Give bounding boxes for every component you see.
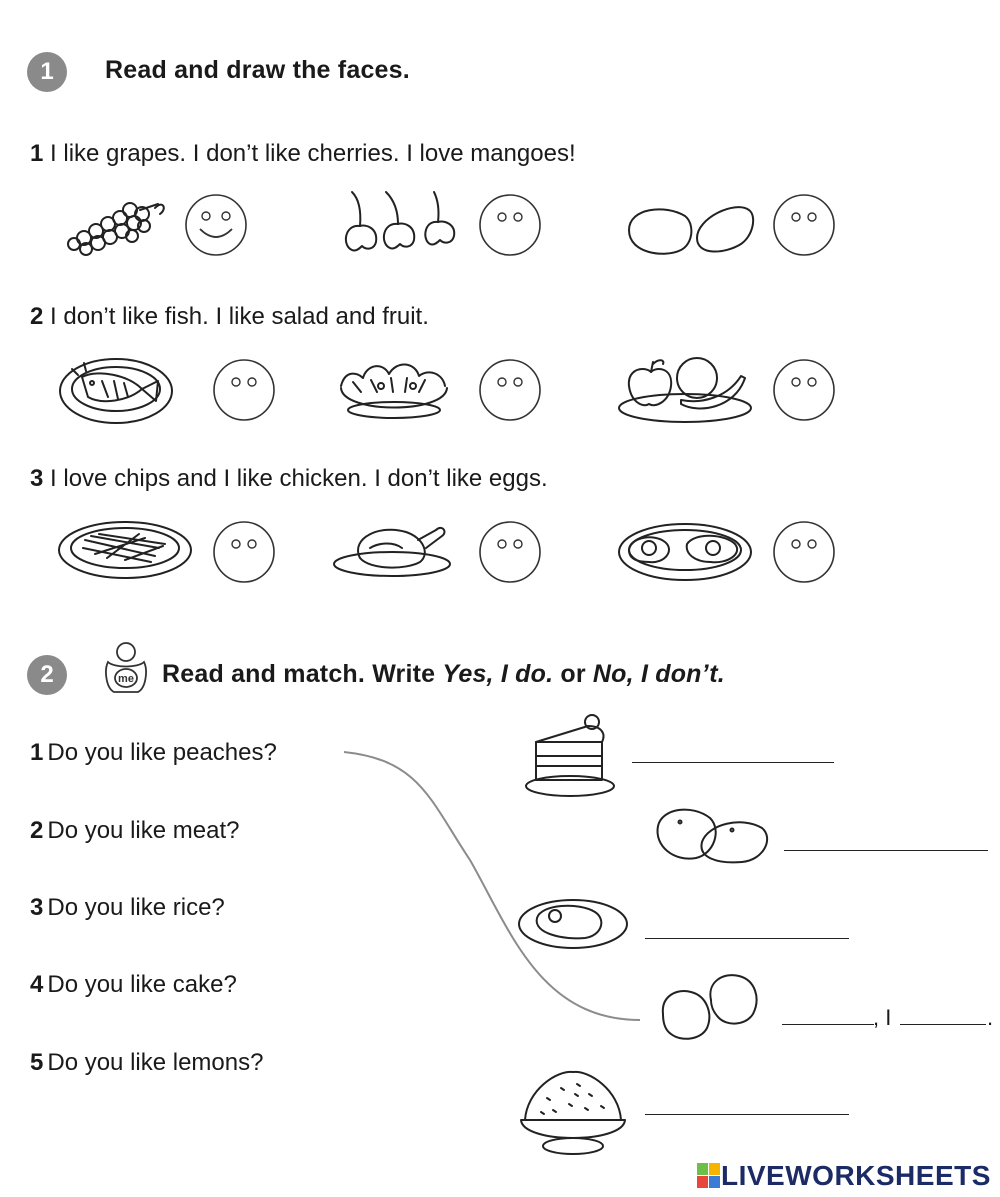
sentence-2: 2 I don’t like fish. I like salad and fruit. xyxy=(30,303,429,330)
rice-bowl-icon xyxy=(517,1068,629,1158)
answer-line-peaches-2[interactable] xyxy=(900,1024,986,1025)
answer-line-rice[interactable] xyxy=(645,1114,849,1115)
section-2-title: Read and match. Write Yes, I do. or No, I don’t. xyxy=(162,660,725,688)
question-1: 1 Do you like peaches? xyxy=(30,739,277,766)
question-5: 5 Do you like lemons? xyxy=(30,1049,264,1076)
sentence-3: 3 I love chips and I like chicken. I don’t like eggs. xyxy=(30,465,548,492)
answer-line-meat[interactable] xyxy=(645,938,849,939)
example-answer-separator: , I xyxy=(873,1005,892,1030)
example-answer-end: . xyxy=(987,1005,994,1030)
answer-line-cake[interactable] xyxy=(632,762,834,763)
section-2-badge: 2 xyxy=(27,655,67,695)
answer-line-lemons[interactable] xyxy=(784,850,988,851)
section-1-title: Read and draw the faces. xyxy=(105,56,410,84)
liveworksheets-logo-icon xyxy=(697,1163,721,1189)
me-label: me xyxy=(118,673,134,685)
peaches-icon xyxy=(657,970,763,1042)
lemons-icon xyxy=(652,802,772,868)
question-4: 4 Do you like cake? xyxy=(30,971,237,998)
question-3: 3 Do you like rice? xyxy=(30,894,225,921)
brand-logo[interactable] xyxy=(697,1160,991,1192)
sentence-1: 1 I like grapes. I don’t like cherries. I love mangoes! xyxy=(30,140,576,167)
brand-name: LIVEWORKSHEETS xyxy=(721,1160,991,1191)
cake-icon xyxy=(522,712,618,804)
question-2: 2 Do you like meat? xyxy=(30,817,240,844)
meat-plate-icon xyxy=(515,892,631,952)
answer-line-peaches-1[interactable] xyxy=(782,1024,874,1025)
section-1-badge: 1 xyxy=(27,52,67,92)
